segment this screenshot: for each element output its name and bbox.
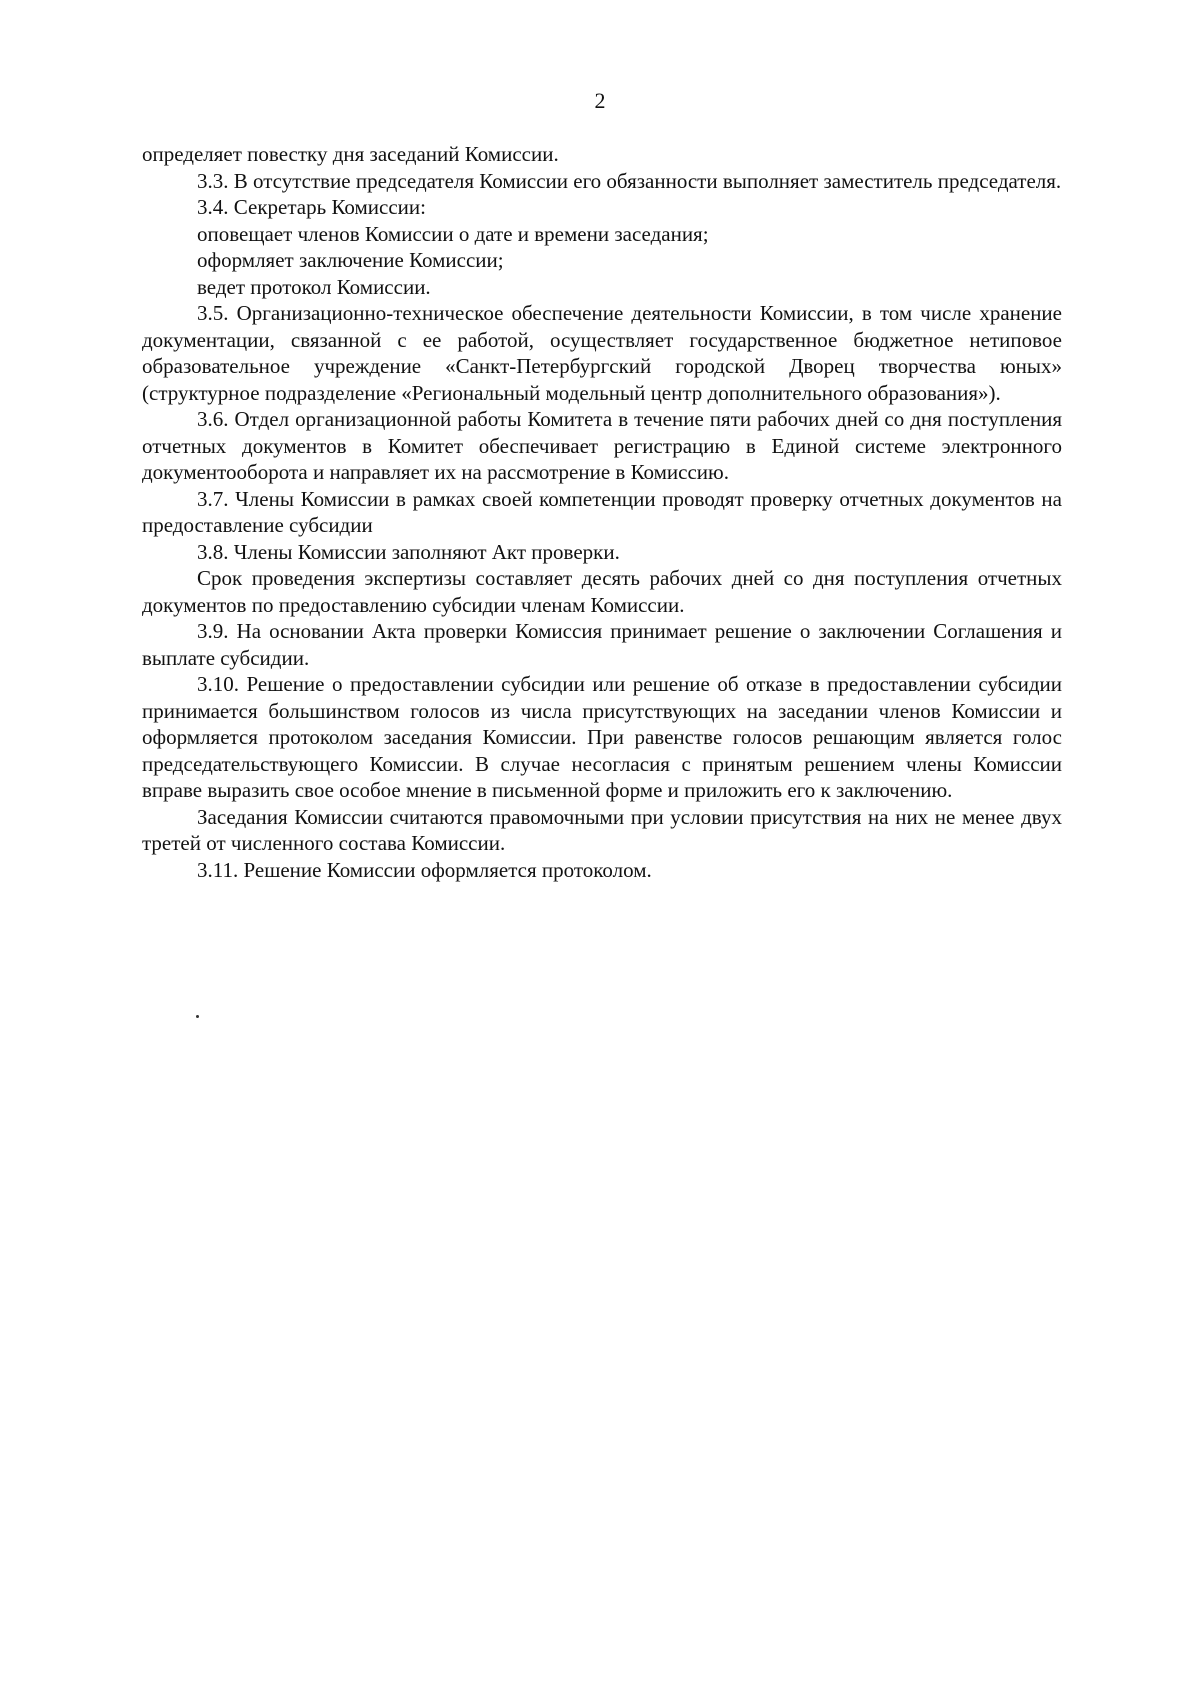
page-number: 2 [594,88,606,113]
paragraph-expertise-term: Срок проведения экспертизы составляет десять рабочих дней со дня поступления отчетных документов по предоставлению субсидии членам Комиссии. [142,566,1062,617]
stray-mark [196,1015,199,1018]
paragraph-3-7: 3.7. Члены Комиссии в рамках своей компетенции проводят проверку отчетных документов на предоставление субсидии [142,486,1062,537]
paragraph-secretary-protocol: ведет протокол Комиссии. [197,274,431,299]
paragraph-3-6: 3.6. Отдел организационной работы Комитета в течение пяти рабочих дней со дня поступления отчетных документов в Комитет обеспечивает регистрацию в Единой системе электронного документооборота и направляет их на рассмотрение в Комиссию. [142,407,1062,484]
paragraph-secretary-notifies: оповещает членов Комиссии о дате и времени заседания; [197,221,709,246]
paragraph-secretary-conclusion: оформляет заключение Комиссии; [197,248,504,272]
paragraph-3-8: 3.8. Члены Комиссии заполняют Акт проверки. [197,539,620,564]
paragraph-3-9: 3.9. На основании Акта проверки Комиссия принимает решение о заключении Соглашения и выплате субсидии. [142,619,1062,670]
paragraph-3-11: 3.11. Решение Комиссии оформляется протоколом. [197,857,652,882]
paragraph-agenda: определяет повестку дня заседаний Комиссии. [142,142,559,166]
paragraph-3-3: 3.3. В отсутствие председателя Комиссии его обязанности выполняет заместитель председателя. [197,168,1062,193]
paragraph-quorum: Заседания Комиссии считаются правомочными при условии присутствия на них не менее двух третей от численного состава Комиссии. [142,804,1062,855]
paragraph-3-5: 3.5. Организационно-техническое обеспечение деятельности Комиссии, в том числе хранение документации, связанной с ее работой, осуществляет государственное бюджетное нетиповое образовательное учреждение «Санкт-Петербургский городской Дворец творчества юных» (структурное подразделение «Региональный модельный центр дополнительного образования»). [142,301,1062,405]
paragraph-3-10: 3.10. Решение о предоставлении субсидии или решение об отказе в предоставлении субсидии принимается большинством голосов из числа присутствующих на заседании членов Комиссии и оформляется протоколом заседания Комиссии. При равенстве голосов решающим является голос председательствующего Комиссии. В случае несогласия с принятым решением члены Комиссии вправе выразить свое особое мнение в письменной форме и приложить его к заключению. [142,672,1062,802]
paragraph-3-4: 3.4. Секретарь Комиссии: [197,195,426,219]
document-body [142,141,1062,883]
